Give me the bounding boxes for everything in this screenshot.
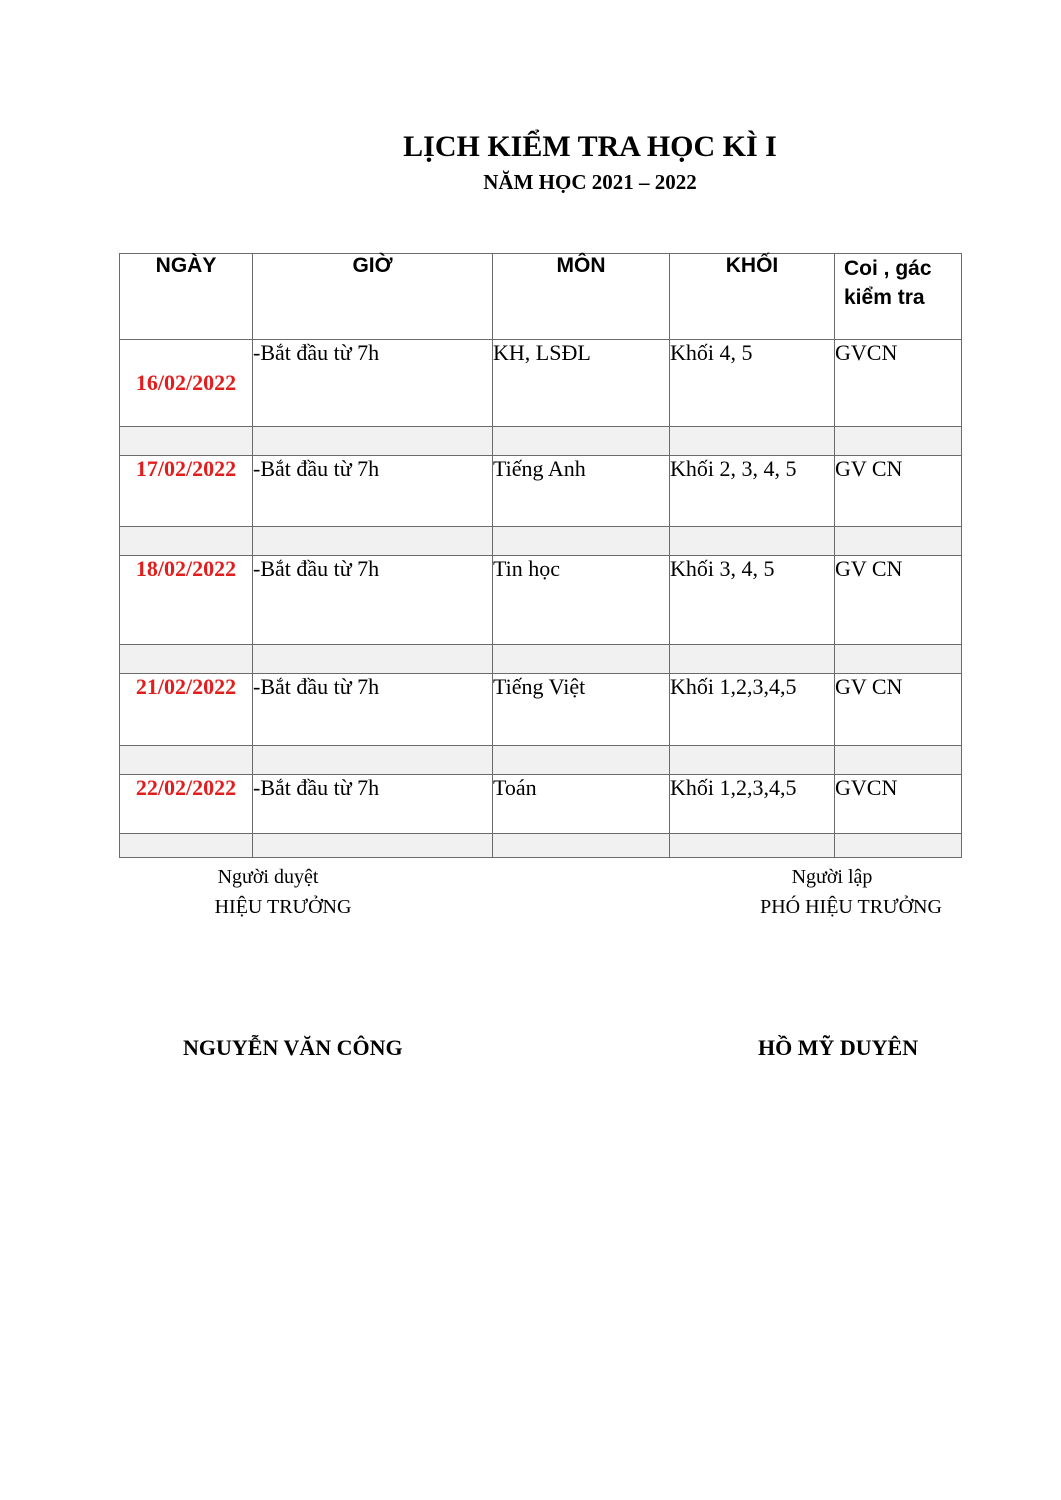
row-time: -Bắt đầu từ 7h [253,456,493,527]
table-row [120,456,962,527]
exam-schedule-table [119,253,962,858]
table-header-row [120,254,962,340]
page-subtitle: NĂM HỌC 2021 – 2022 [483,170,697,194]
row-subject: KH, LSĐL [493,340,670,427]
row-subject: Tiếng Anh [493,456,670,527]
page-title: LỊCH KIỂM TRA HỌC KÌ I [403,130,777,163]
row-grade: Khối 2, 3, 4, 5 [670,456,835,527]
row-grade: Khối 1,2,3,4,5 [670,674,835,746]
header-time: GIỜ [253,254,493,340]
header-proctor: Coi , gác kiểm tra [835,254,962,340]
row-time: -Bắt đầu từ 7h [253,556,493,645]
signature-left-name: NGUYỄN VĂN CÔNG [183,1035,403,1060]
row-grade: Khối 4, 5 [670,340,835,427]
signature-right-name: HỒ MỸ DUYÊN [758,1035,919,1060]
row-date: 17/02/2022 [120,456,253,527]
signature-right-role: Người lập [791,866,873,888]
table-spacer-row [120,527,962,556]
table-row [120,340,962,427]
row-grade: Khối 1,2,3,4,5 [670,775,835,834]
row-subject: Tin học [493,556,670,645]
table-spacer-row [120,645,962,674]
header-subject: MÔN [493,254,670,340]
row-proctor: GV CN [835,456,962,527]
table-spacer-row [120,746,962,775]
row-date: 16/02/2022 [120,340,253,427]
row-date: 22/02/2022 [120,775,253,834]
table-spacer-row [120,834,962,858]
row-subject: Toán [493,775,670,834]
row-subject: Tiếng Việt [493,674,670,746]
table-row [120,556,962,645]
header-date: NGÀY [120,254,253,340]
header-grade: KHỐI [670,254,835,340]
row-time: -Bắt đầu từ 7h [253,775,493,834]
table-row [120,775,962,834]
row-proctor: GVCN [835,340,962,427]
row-proctor: GV CN [835,674,962,746]
signature-right-title: PHÓ HIỆU TRƯỞNG [760,896,942,918]
row-date: 18/02/2022 [120,556,253,645]
row-proctor: GVCN [835,775,962,834]
signature-left-role: Người duyệt [217,866,319,888]
table-spacer-row [120,427,962,456]
table-row [120,674,962,746]
row-proctor: GV CN [835,556,962,645]
row-time: -Bắt đầu từ 7h [253,340,493,427]
row-time: -Bắt đầu từ 7h [253,674,493,746]
signature-left-title: HIỆU TRƯỞNG [214,896,352,918]
row-grade: Khối 3, 4, 5 [670,556,835,645]
row-date: 21/02/2022 [120,674,253,746]
